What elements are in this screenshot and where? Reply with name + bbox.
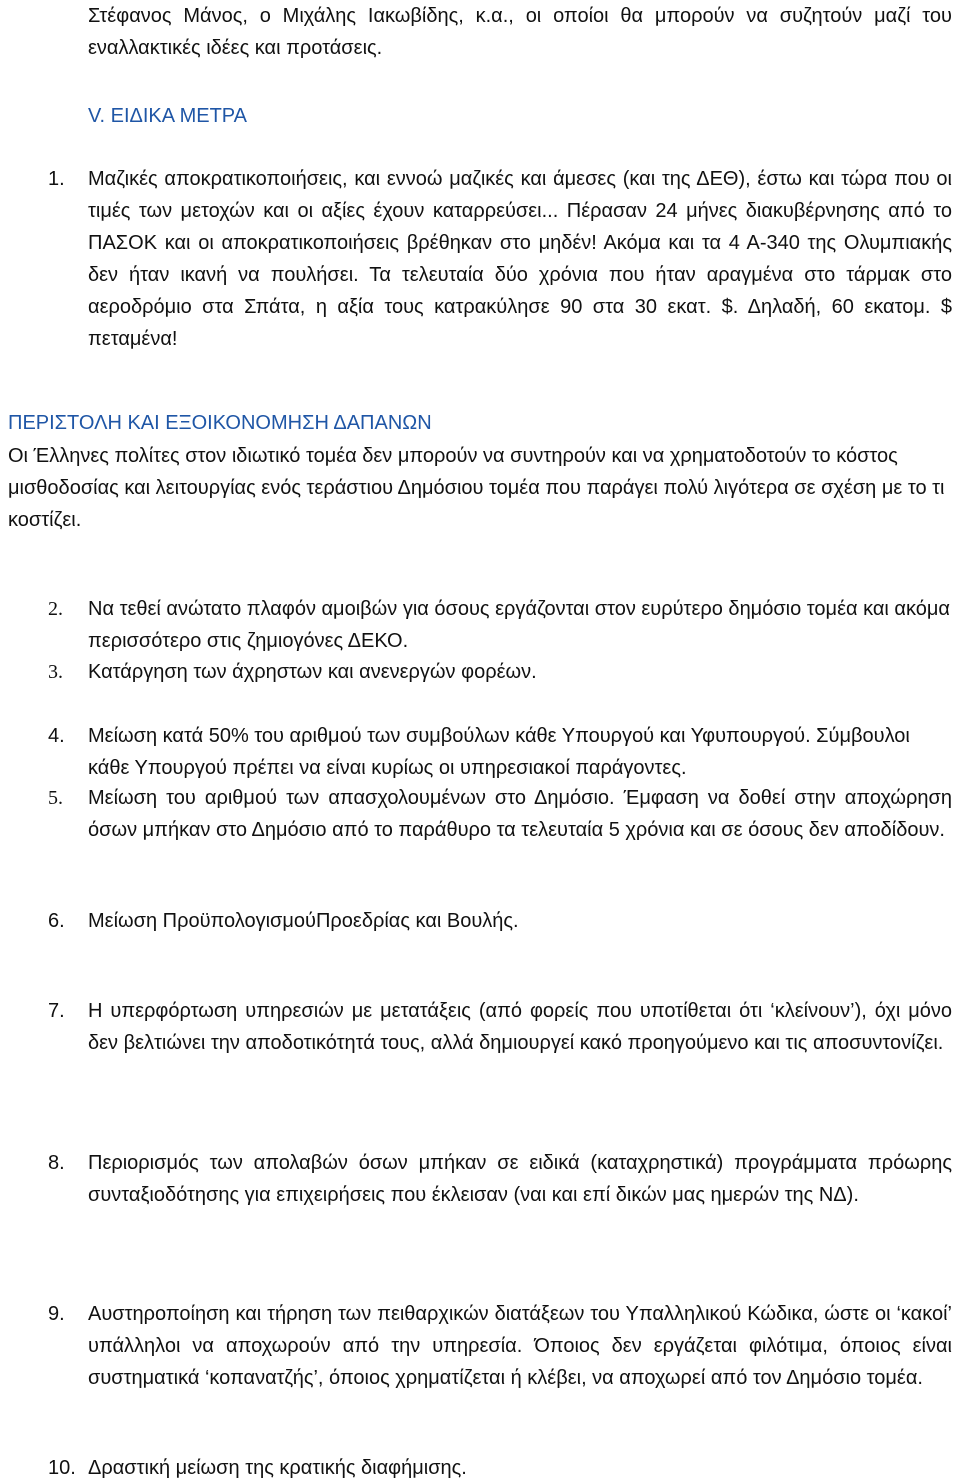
list-item-number: 8.: [48, 1152, 65, 1174]
list-item-text: Κατάργηση των άχρηστων και ανενεργών φορέων.: [88, 661, 537, 683]
section-heading-special-measures: V. ΕΙΔΙΚΑ ΜΕΤΡΑ: [88, 105, 247, 127]
list-item-4: [48, 720, 952, 784]
list-item-10: [48, 1452, 952, 1484]
list-item-text: Μείωση κατά 50% του αριθμού των συμβούλων κάθε Υπουργού και Υφυπουργού. Σύμβουλοι κάθε Υπουργού πρέπει να είναι κυρίως οι υπηρεσιακοί παράγοντες.: [88, 725, 910, 779]
list-item-number: 7.: [48, 1000, 65, 1022]
list-item-8: [48, 1147, 952, 1211]
list-item-number: 2.: [48, 598, 63, 620]
list-item-6: [48, 905, 952, 937]
list-item-1: [48, 163, 952, 355]
intro-paragraph: Στέφανος Μάνος, ο Μιχάλης Ιακωβίδης, κ.α., οι οποίοι θα μπορούν να συζητούν μαζί του εναλλακτικές ιδέες και προτάσεις.: [88, 5, 952, 59]
list-item-text: Μείωση του αριθμού των απασχολουμένων στο Δημόσιο. Έμφαση να δοθεί στην αποχώρηση όσων μπήκαν στο Δημόσιο από το παράθυρο τα τελευταία 5 χρόνια και σε όσους δεν αποδίδουν.: [88, 787, 952, 841]
list-item-text: Αυστηροποίηση και τήρηση των πειθαρχικών διατάξεων του Υπαλληλικού Κώδικα, ώστε οι ‘κακοί’ υπάλληλοι να αποχωρούν από την υπηρεσία. Όποιος δεν εργάζεται φιλότιμα, όποιος είναι συστηματικά ‘κοπανατζής’, όποιος χρηματίζεται ή κλέβει, να αποχωρεί από τον Δημόσιο τομέα.: [88, 1303, 952, 1389]
list-item-number: 10.: [48, 1457, 76, 1479]
list-item-text: Περιορισμός των απολαβών όσων μπήκαν σε ειδικά (καταχρηστικά) προγράμματα πρόωρης συνταξιοδότησης για επιχειρήσεις που έκλεισαν (ναι και επί δικών μας ημερών της ΝΔ).: [88, 1152, 952, 1206]
list-item-number: 9.: [48, 1303, 65, 1325]
list-item-number: 3.: [48, 661, 63, 683]
list-item-7: [48, 995, 952, 1059]
list-item-9: [48, 1298, 952, 1394]
list-item-text: Δραστική μείωση της κρατικής διαφήμισης.: [88, 1457, 467, 1479]
list-item-number: 6.: [48, 910, 65, 932]
section-heading-cost-cutting: ΠΕΡΙΣΤΟΛΗ ΚΑΙ ΕΞΟΙΚΟΝΟΜΗΣΗ ΔΑΠΑΝΩΝ: [8, 412, 432, 434]
list-item-3: [48, 656, 952, 688]
list-item-number: 5.: [48, 787, 63, 809]
list-item-text: Η υπερφόρτωση υπηρεσιών με μετατάξεις (από φορείς που υποτίθεται ότι ‘κλείνουν’), όχι μόνο δεν βελτιώνει την αποδοτικότητά τους, αλλά δημιουργεί κακό προηγούμενο και τις αποσυντονίζει.: [88, 1000, 952, 1054]
list-item-number: 1.: [48, 168, 65, 190]
list-item-number: 4.: [48, 725, 65, 747]
list-item-text: Μείωση ΠροϋπολογισμούΠροεδρίας και Βουλής.: [88, 910, 519, 932]
cost-cutting-paragraph: Οι Έλληνες πολίτες στον ιδιωτικό τομέα δεν μπορούν να συντηρούν και να χρηματοδοτούν το κόστος μισθοδοσίας και λειτουργίας ενός τεράστιου Δημόσιου τομέα που παράγει πολύ λιγότερα σε σχέση με το τι κοστίζει.: [8, 445, 945, 531]
list-item-2: [48, 593, 952, 657]
list-item-text: Μαζικές αποκρατικοποιήσεις, και εννοώ μαζικές και άμεσες (και της ΔΕΘ), έστω και τώρα που οι τιμές των μετοχών και οι αξίες έχουν καταρρεύσει... Πέρασαν 24 μήνες διακυβέρνησης από το ΠΑΣΟΚ και οι αποκρατικοποιήσεις βρέθηκαν στο μηδέν! Ακόμα και τα 4 Α-340 της Ολυμπιακής δεν ήταν ικανή να πουλήσει. Τα τελευταία δύο χρόνια που ήταν αραγμένα στο τάρμακ στο αεροδρόμιο στα Σπάτα, η αξία τους κατρακύλησε 90 στα 30 εκατ. $. Δηλαδή, 60 εκατομ. $ πεταμένα!: [88, 168, 952, 350]
list-item-text: Να τεθεί ανώτατο πλαφόν αμοιβών για όσους εργάζονται στον ευρύτερο δημόσιο τομέα και ακόμα περισσότερο στις ζημιογόνες ΔΕΚΟ.: [88, 598, 950, 652]
list-item-5: [48, 782, 952, 846]
